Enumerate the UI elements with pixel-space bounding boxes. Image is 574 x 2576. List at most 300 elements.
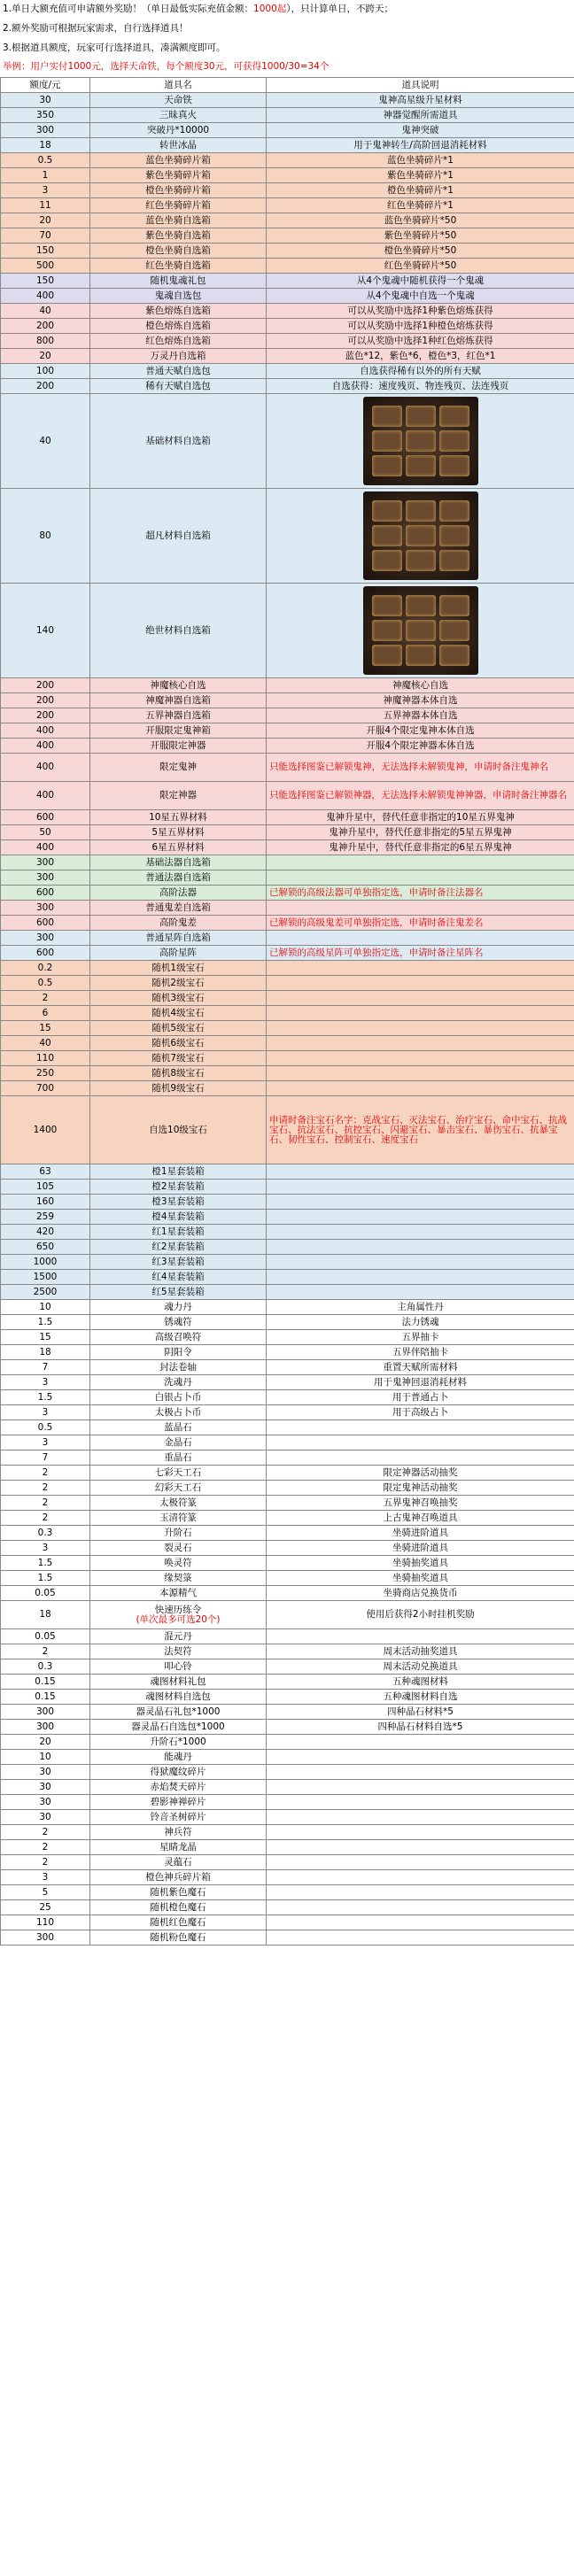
table-row bbox=[1, 1420, 574, 1435]
material-slot-icon bbox=[406, 645, 436, 666]
row-item-desc bbox=[267, 1240, 574, 1255]
row-item-desc bbox=[267, 1164, 574, 1180]
row-amount: 30 bbox=[1, 1765, 90, 1780]
row-item-name: 突破丹*10000 bbox=[90, 123, 267, 138]
row-item-name: 缘契箓 bbox=[90, 1571, 267, 1586]
row-item-desc: 鬼神升星中，替代任意非指定的6星五界鬼神 bbox=[267, 840, 574, 855]
row-amount: 2 bbox=[1, 1466, 90, 1481]
row-item-name: 星睛龙晶 bbox=[90, 1840, 267, 1855]
row-amount: 300 bbox=[1, 1705, 90, 1720]
row-item-desc: 只能选择图鉴已解锁神器，无法选择未解锁鬼神神器，申请时备注神器名 bbox=[267, 782, 574, 810]
table-header bbox=[1, 78, 574, 93]
row-amount: 105 bbox=[1, 1180, 90, 1195]
row-item-name: 红5星套装箱 bbox=[90, 1285, 267, 1300]
row-item-desc: 用于普通占卜 bbox=[267, 1390, 574, 1405]
row-amount: 2 bbox=[1, 1496, 90, 1511]
row-item-name: 基础法器自选箱 bbox=[90, 855, 267, 870]
row-item-desc: 从4个鬼魂中自选一个鬼魂 bbox=[267, 289, 574, 304]
row-amount: 600 bbox=[1, 886, 90, 901]
row-item-name: 唤灵符 bbox=[90, 1556, 267, 1571]
table-row bbox=[1, 334, 574, 349]
row-item-name: 红4星套装箱 bbox=[90, 1270, 267, 1285]
row-amount: 800 bbox=[1, 334, 90, 349]
row-item-name: 随机5级宝石 bbox=[90, 1021, 267, 1036]
table-row bbox=[1, 1795, 574, 1810]
table-row bbox=[1, 1466, 574, 1481]
row-item-name: 蓝晶石 bbox=[90, 1420, 267, 1435]
row-amount: 30 bbox=[1, 1795, 90, 1810]
table-row bbox=[1, 825, 574, 840]
row-item-name: 万灵丹自选箱 bbox=[90, 349, 267, 364]
material-slot-icon bbox=[372, 525, 402, 546]
row-item-desc bbox=[267, 961, 574, 976]
row-amount: 600 bbox=[1, 810, 90, 825]
row-amount: 2 bbox=[1, 1840, 90, 1855]
row-amount: 300 bbox=[1, 870, 90, 886]
table-row bbox=[1, 123, 574, 138]
row-item-name: 白银占卜币 bbox=[90, 1390, 267, 1405]
row-amount: 400 bbox=[1, 754, 90, 782]
table-row bbox=[1, 870, 574, 886]
table-row bbox=[1, 961, 574, 976]
table-row bbox=[1, 754, 574, 782]
row-amount: 200 bbox=[1, 319, 90, 334]
row-item-name: 混元丹 bbox=[90, 1629, 267, 1644]
row-amount: 3 bbox=[1, 1435, 90, 1450]
table-row bbox=[1, 1496, 574, 1511]
row-item-name: 七彩天工石 bbox=[90, 1466, 267, 1481]
row-amount: 0.3 bbox=[1, 1526, 90, 1541]
row-amount: 400 bbox=[1, 723, 90, 739]
table-row bbox=[1, 1435, 574, 1450]
table-row bbox=[1, 1765, 574, 1780]
row-item-name: 随机3级宝石 bbox=[90, 991, 267, 1006]
row-item-desc: 已解锁的高级星阵可单独指定选，申请时备注星阵名 bbox=[267, 946, 574, 961]
row-item-desc: 五界伴陪抽卡 bbox=[267, 1345, 574, 1360]
table-row bbox=[1, 1629, 574, 1644]
row-amount: 6 bbox=[1, 1006, 90, 1021]
table-row bbox=[1, 1300, 574, 1315]
table-row bbox=[1, 840, 574, 855]
table-row bbox=[1, 1556, 574, 1571]
table-row bbox=[1, 1450, 574, 1466]
row-item-desc: 上古鬼神召唤道具 bbox=[267, 1511, 574, 1526]
row-item-desc: 主角属性丹 bbox=[267, 1300, 574, 1315]
row-item-name: 普通法器自选箱 bbox=[90, 870, 267, 886]
row-item-desc bbox=[267, 1051, 574, 1066]
row-item-desc bbox=[267, 855, 574, 870]
row-item-name: 高级召唤符 bbox=[90, 1330, 267, 1345]
row-amount: 400 bbox=[1, 739, 90, 754]
table-row bbox=[1, 1066, 574, 1081]
row-amount: 3 bbox=[1, 1870, 90, 1885]
row-amount: 500 bbox=[1, 259, 90, 274]
material-slot-icon bbox=[439, 620, 469, 641]
row-amount: 300 bbox=[1, 931, 90, 946]
row-item-name: 开服限定鬼神箱 bbox=[90, 723, 267, 739]
row-item-desc: 坐骑进阶道具 bbox=[267, 1526, 574, 1541]
table-row bbox=[1, 213, 574, 228]
row-item-name: 铃音圣树碎片 bbox=[90, 1810, 267, 1825]
row-item-desc: 四种晶石材料自选*5 bbox=[267, 1720, 574, 1735]
row-item-desc bbox=[267, 1225, 574, 1240]
table-row bbox=[1, 319, 574, 334]
table-row bbox=[1, 782, 574, 810]
row-amount: 3 bbox=[1, 1541, 90, 1556]
row-item-desc bbox=[267, 901, 574, 916]
row-amount: 0.15 bbox=[1, 1675, 90, 1690]
row-item-name: 橙色坐骑自选箱 bbox=[90, 244, 267, 259]
table-row bbox=[1, 991, 574, 1006]
row-amount: 0.5 bbox=[1, 1420, 90, 1435]
table-row bbox=[1, 1586, 574, 1601]
table-row bbox=[1, 153, 574, 168]
row-item-name: 器灵晶石自选包*1000 bbox=[90, 1720, 267, 1735]
row-item-desc: 神魔核心自选 bbox=[267, 678, 574, 693]
row-item-name: 随机粉色魔石 bbox=[90, 1930, 267, 1946]
table-row bbox=[1, 1810, 574, 1825]
row-item-name: 随机紫色魔石 bbox=[90, 1885, 267, 1900]
table-row bbox=[1, 1825, 574, 1840]
row-item-name: 洗魂丹 bbox=[90, 1375, 267, 1390]
row-amount: 40 bbox=[1, 394, 90, 489]
table-row bbox=[1, 138, 574, 153]
table-row bbox=[1, 1081, 574, 1096]
row-item-desc bbox=[267, 1870, 574, 1885]
row-amount: 400 bbox=[1, 840, 90, 855]
table-row bbox=[1, 1036, 574, 1051]
table-row bbox=[1, 1405, 574, 1420]
table-row bbox=[1, 379, 574, 394]
row-amount: 200 bbox=[1, 708, 90, 723]
row-item-name: 随机9级宝石 bbox=[90, 1081, 267, 1096]
table-row bbox=[1, 1915, 574, 1930]
material-slot-icon bbox=[439, 430, 469, 452]
row-amount: 11 bbox=[1, 198, 90, 213]
row-item-name: 高阶鬼差 bbox=[90, 916, 267, 931]
row-item-name: 升阶石*1000 bbox=[90, 1735, 267, 1750]
row-item-name: 红1星套装箱 bbox=[90, 1225, 267, 1240]
row-item-name: 橙2星套装箱 bbox=[90, 1180, 267, 1195]
row-amount: 7 bbox=[1, 1450, 90, 1466]
row-amount: 2 bbox=[1, 1511, 90, 1526]
row-item-desc: 坐骑抽奖道具 bbox=[267, 1556, 574, 1571]
row-amount: 63 bbox=[1, 1164, 90, 1180]
row-item-desc bbox=[267, 489, 574, 584]
material-slot-icon bbox=[406, 430, 436, 452]
row-item-name bbox=[90, 1601, 267, 1629]
material-slot-icon bbox=[372, 430, 402, 452]
material-slot-icon bbox=[406, 620, 436, 641]
row-item-name: 开服限定神器 bbox=[90, 739, 267, 754]
table-row bbox=[1, 1526, 574, 1541]
row-amount: 2 bbox=[1, 991, 90, 1006]
row-item-desc: 可以从奖励中选择1种橙色熔炼获得 bbox=[267, 319, 574, 334]
row-amount: 15 bbox=[1, 1021, 90, 1036]
row-item-name: 红3星套装箱 bbox=[90, 1255, 267, 1270]
row-item-desc: 四种晶石材料*5 bbox=[267, 1705, 574, 1720]
table-row bbox=[1, 1690, 574, 1705]
row-item-desc: 周末活动兑换道具 bbox=[267, 1659, 574, 1675]
row-amount: 0.2 bbox=[1, 961, 90, 976]
row-item-desc bbox=[267, 1885, 574, 1900]
row-amount: 40 bbox=[1, 1036, 90, 1051]
row-item-desc: 神魔神器本体自选 bbox=[267, 693, 574, 708]
row-item-desc bbox=[267, 991, 574, 1006]
table-row bbox=[1, 1855, 574, 1870]
row-item-name: 天命铁 bbox=[90, 93, 267, 108]
row-amount: 600 bbox=[1, 946, 90, 961]
row-item-name: 红色坐骑自选箱 bbox=[90, 259, 267, 274]
row-item-name: 5星五界材料 bbox=[90, 825, 267, 840]
row-item-name: 6星五界材料 bbox=[90, 840, 267, 855]
row-item-desc bbox=[267, 1081, 574, 1096]
header-amount: 额度/元 bbox=[1, 78, 90, 93]
table-row bbox=[1, 1164, 574, 1180]
row-item-name: 神魔神器自选箱 bbox=[90, 693, 267, 708]
row-item-name: 能魂丹 bbox=[90, 1750, 267, 1765]
table-row bbox=[1, 584, 574, 678]
material-slot-icon bbox=[372, 595, 402, 616]
material-slot-icon bbox=[406, 455, 436, 476]
row-item-name: 随机4级宝石 bbox=[90, 1006, 267, 1021]
material-slot-icon bbox=[439, 455, 469, 476]
table-row bbox=[1, 1210, 574, 1225]
material-slot-icon bbox=[406, 550, 436, 571]
table-row bbox=[1, 1675, 574, 1690]
row-amount: 300 bbox=[1, 1930, 90, 1946]
row-item-desc: 已解锁的高级法器可单独指定选，申请时备注法器名 bbox=[267, 886, 574, 901]
row-amount: 18 bbox=[1, 138, 90, 153]
table-row bbox=[1, 946, 574, 961]
row-item-desc bbox=[267, 1750, 574, 1765]
table-row bbox=[1, 1225, 574, 1240]
row-item-name: 普通星阵自选箱 bbox=[90, 931, 267, 946]
row-item-desc: 用于高级占卜 bbox=[267, 1405, 574, 1420]
row-item-name: 太极占卜币 bbox=[90, 1405, 267, 1420]
material-slot-icon bbox=[372, 455, 402, 476]
row-amount: 2 bbox=[1, 1481, 90, 1496]
row-item-name: 紫色熔炼自选箱 bbox=[90, 304, 267, 319]
table-row bbox=[1, 168, 574, 183]
row-amount: 150 bbox=[1, 244, 90, 259]
row-amount: 1.5 bbox=[1, 1571, 90, 1586]
row-item-name: 高阶星阵 bbox=[90, 946, 267, 961]
note-example: 举例：用户实付1000元，选择天命铁，每个额度30元，可获得1000/30=34个 bbox=[3, 61, 330, 73]
table-row bbox=[1, 1180, 574, 1195]
table-row bbox=[1, 916, 574, 931]
table-row bbox=[1, 394, 574, 489]
material-slot-icon bbox=[372, 550, 402, 571]
table-row bbox=[1, 723, 574, 739]
table-row bbox=[1, 1750, 574, 1765]
row-item-name: 玉清符篆 bbox=[90, 1511, 267, 1526]
row-item-desc: 限定神器活动抽奖 bbox=[267, 1466, 574, 1481]
row-item-desc: 周末活动抽奖道具 bbox=[267, 1644, 574, 1659]
row-amount: 1400 bbox=[1, 1096, 90, 1164]
row-item-desc: 使用后获得2小时挂机奖励 bbox=[267, 1601, 574, 1629]
table-row bbox=[1, 1330, 574, 1345]
table-row bbox=[1, 901, 574, 916]
row-amount: 20 bbox=[1, 349, 90, 364]
row-item-desc: 自选获得稀有以外的所有天赋 bbox=[267, 364, 574, 379]
row-item-name-note: (单次最多可选20个) bbox=[136, 1613, 221, 1625]
table-row bbox=[1, 1511, 574, 1526]
row-item-desc bbox=[267, 1780, 574, 1795]
row-item-desc bbox=[267, 1066, 574, 1081]
row-item-desc: 可以从奖励中选择1种红色熔炼获得 bbox=[267, 334, 574, 349]
table-row bbox=[1, 1240, 574, 1255]
row-item-name: 魂力丹 bbox=[90, 1300, 267, 1315]
row-item-name: 普通鬼差自选箱 bbox=[90, 901, 267, 916]
table-row bbox=[1, 1195, 574, 1210]
row-item-name: 橙3星套装箱 bbox=[90, 1195, 267, 1210]
material-slot-icon bbox=[372, 645, 402, 666]
row-amount: 3 bbox=[1, 183, 90, 198]
row-amount: 600 bbox=[1, 916, 90, 931]
row-item-name: 锈魂符 bbox=[90, 1315, 267, 1330]
table-row bbox=[1, 1390, 574, 1405]
row-item-name: 普通天赋自选包 bbox=[90, 364, 267, 379]
material-slot-icon bbox=[439, 500, 469, 522]
row-item-desc bbox=[267, 931, 574, 946]
row-item-name: 法契符 bbox=[90, 1644, 267, 1659]
row-amount: 2 bbox=[1, 1644, 90, 1659]
row-amount: 1.5 bbox=[1, 1556, 90, 1571]
table-row bbox=[1, 976, 574, 991]
table-row bbox=[1, 93, 574, 108]
table-row bbox=[1, 1021, 574, 1036]
row-item-desc bbox=[267, 1840, 574, 1855]
row-amount: 25 bbox=[1, 1900, 90, 1915]
row-item-desc: 五界神器本体自选 bbox=[267, 708, 574, 723]
row-amount: 259 bbox=[1, 1210, 90, 1225]
row-item-desc: 五种魂图材料 bbox=[267, 1675, 574, 1690]
table-row bbox=[1, 489, 574, 584]
table-row bbox=[1, 1840, 574, 1855]
table-row bbox=[1, 708, 574, 723]
row-amount: 2 bbox=[1, 1855, 90, 1870]
table-row bbox=[1, 1360, 574, 1375]
table-row bbox=[1, 198, 574, 213]
row-item-name: 随机7级宝石 bbox=[90, 1051, 267, 1066]
row-amount: 400 bbox=[1, 782, 90, 810]
row-amount: 30 bbox=[1, 1780, 90, 1795]
row-amount: 10 bbox=[1, 1750, 90, 1765]
row-item-desc: 鬼神高星级升星材料 bbox=[267, 93, 574, 108]
table-row bbox=[1, 1481, 574, 1496]
row-item-name: 得狱魔纹碎片 bbox=[90, 1765, 267, 1780]
row-item-name: 基础材料自选箱 bbox=[90, 394, 267, 489]
row-item-name: 10星五界材料 bbox=[90, 810, 267, 825]
row-amount: 20 bbox=[1, 1735, 90, 1750]
row-item-name: 蓝色坐骑自选箱 bbox=[90, 213, 267, 228]
row-item-desc: 紫色坐骑碎片*50 bbox=[267, 228, 574, 244]
row-amount: 200 bbox=[1, 379, 90, 394]
row-item-name: 随机鬼魂礼包 bbox=[90, 274, 267, 289]
row-item-name: 阴阳令 bbox=[90, 1345, 267, 1360]
row-item-desc bbox=[267, 584, 574, 678]
row-item-desc: 红色坐骑碎片*1 bbox=[267, 198, 574, 213]
row-item-desc: 蓝色坐骑碎片*50 bbox=[267, 213, 574, 228]
row-amount: 110 bbox=[1, 1051, 90, 1066]
row-item-name: 灵蕴石 bbox=[90, 1855, 267, 1870]
row-item-desc: 重置天赋所需材料 bbox=[267, 1360, 574, 1375]
row-item-name: 碧影神禅碎片 bbox=[90, 1795, 267, 1810]
notes bbox=[0, 0, 574, 77]
table-row bbox=[1, 364, 574, 379]
row-amount: 0.05 bbox=[1, 1586, 90, 1601]
row-amount: 30 bbox=[1, 1810, 90, 1825]
table-row bbox=[1, 1255, 574, 1270]
table-row bbox=[1, 886, 574, 901]
material-preview-image bbox=[363, 397, 478, 485]
row-item-desc bbox=[267, 1435, 574, 1450]
row-amount: 5 bbox=[1, 1885, 90, 1900]
table-row bbox=[1, 1659, 574, 1675]
row-amount: 2500 bbox=[1, 1285, 90, 1300]
row-item-desc: 红色坐骑碎片*50 bbox=[267, 259, 574, 274]
row-item-name: 高阶法器 bbox=[90, 886, 267, 901]
row-item-desc bbox=[267, 1930, 574, 1946]
row-item-name: 随机红色魔石 bbox=[90, 1915, 267, 1930]
row-item-desc: 鬼神突破 bbox=[267, 123, 574, 138]
row-item-name: 自选10级宝石 bbox=[90, 1096, 267, 1164]
row-amount: 50 bbox=[1, 825, 90, 840]
row-item-desc bbox=[267, 976, 574, 991]
material-preview-image bbox=[363, 586, 478, 675]
row-item-desc bbox=[267, 1420, 574, 1435]
table-row bbox=[1, 1006, 574, 1021]
row-amount: 150 bbox=[1, 274, 90, 289]
row-amount: 1000 bbox=[1, 1255, 90, 1270]
row-amount: 0.05 bbox=[1, 1629, 90, 1644]
row-item-desc: 五种魂图材料自选 bbox=[267, 1690, 574, 1705]
row-item-desc bbox=[267, 1915, 574, 1930]
row-item-desc: 蓝色*12，紫色*6，橙色*3，红色*1 bbox=[267, 349, 574, 364]
row-amount: 20 bbox=[1, 213, 90, 228]
row-item-desc bbox=[267, 870, 574, 886]
table-row bbox=[1, 1051, 574, 1066]
row-item-name: 蓝色坐骑碎片箱 bbox=[90, 153, 267, 168]
table-row bbox=[1, 1375, 574, 1390]
row-item-name: 幻彩天工石 bbox=[90, 1481, 267, 1496]
row-item-name: 神兵符 bbox=[90, 1825, 267, 1840]
row-item-desc bbox=[267, 1629, 574, 1644]
row-item-name: 升阶石 bbox=[90, 1526, 267, 1541]
row-item-name: 限定神器 bbox=[90, 782, 267, 810]
row-item-name: 橙4星套装箱 bbox=[90, 1210, 267, 1225]
row-item-name: 随机1级宝石 bbox=[90, 961, 267, 976]
row-item-desc: 用于鬼神回退消耗材料 bbox=[267, 1375, 574, 1390]
row-item-name: 橙色熔炼自选箱 bbox=[90, 319, 267, 334]
row-item-name: 红色坐骑碎片箱 bbox=[90, 198, 267, 213]
row-item-name: 橙1星套装箱 bbox=[90, 1164, 267, 1180]
table-row bbox=[1, 739, 574, 754]
row-amount: 300 bbox=[1, 901, 90, 916]
table-row bbox=[1, 108, 574, 123]
row-item-desc bbox=[267, 1255, 574, 1270]
material-slot-icon bbox=[439, 550, 469, 571]
table-row bbox=[1, 349, 574, 364]
row-item-name: 魂图材料自选包 bbox=[90, 1690, 267, 1705]
table-row bbox=[1, 1885, 574, 1900]
row-item-name: 鬼魂自选包 bbox=[90, 289, 267, 304]
table-row bbox=[1, 1870, 574, 1885]
row-item-name: 叩心铃 bbox=[90, 1659, 267, 1675]
row-item-name: 红2星套装箱 bbox=[90, 1240, 267, 1255]
row-item-desc: 自选获得：速度残页、物连残页、法连残页 bbox=[267, 379, 574, 394]
